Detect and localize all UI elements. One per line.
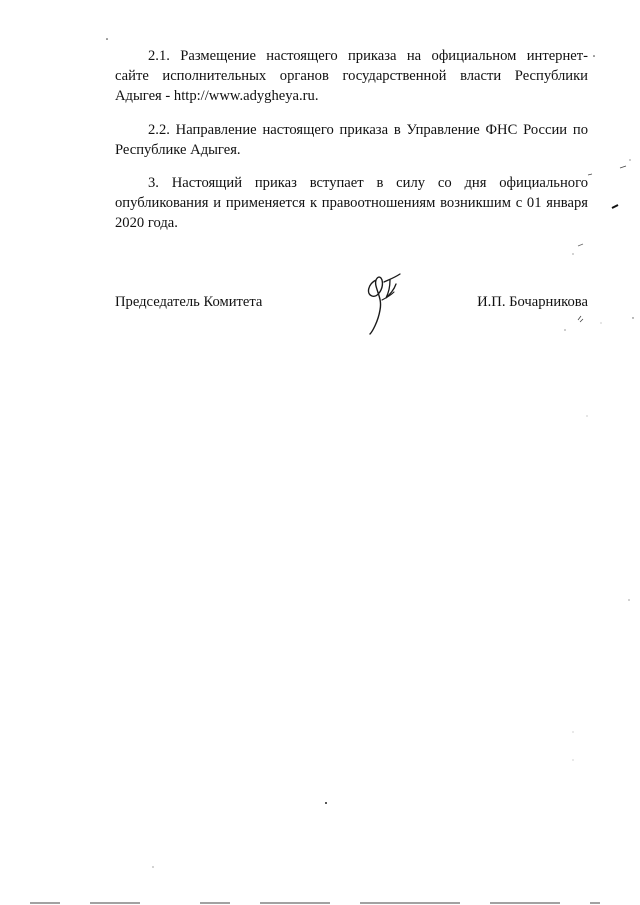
paragraph-line: 2.2. Направление настоящего приказа в Управление ФНС России по xyxy=(148,122,588,138)
paragraph-line: Республике Адыгея. xyxy=(115,142,241,158)
paragraph-2-1 xyxy=(115,46,588,106)
paragraph-2-2 xyxy=(115,120,588,160)
signature-block xyxy=(115,292,588,352)
signatory-name: И.П. Бочарникова xyxy=(477,294,588,310)
paragraph-line: 2020 года. xyxy=(115,215,178,231)
paragraph-3 xyxy=(115,173,588,233)
paragraph-line: 3. Настоящий приказ вступает в силу со дня официального xyxy=(148,175,588,191)
paragraph-line: сайте исполнительных органов государственной власти Республики xyxy=(115,68,588,84)
handwritten-signature xyxy=(360,270,410,340)
signatory-title: Председатель Комитета xyxy=(115,294,263,310)
paragraph-line: опубликования и применяется к правоотношениям возникшим с 01 января xyxy=(115,195,588,211)
paragraph-line: Адыгея - http://www.adygheya.ru. xyxy=(115,88,319,104)
paragraph-line: 2.1. Размещение настоящего приказа на официальном интернет- xyxy=(148,48,588,64)
